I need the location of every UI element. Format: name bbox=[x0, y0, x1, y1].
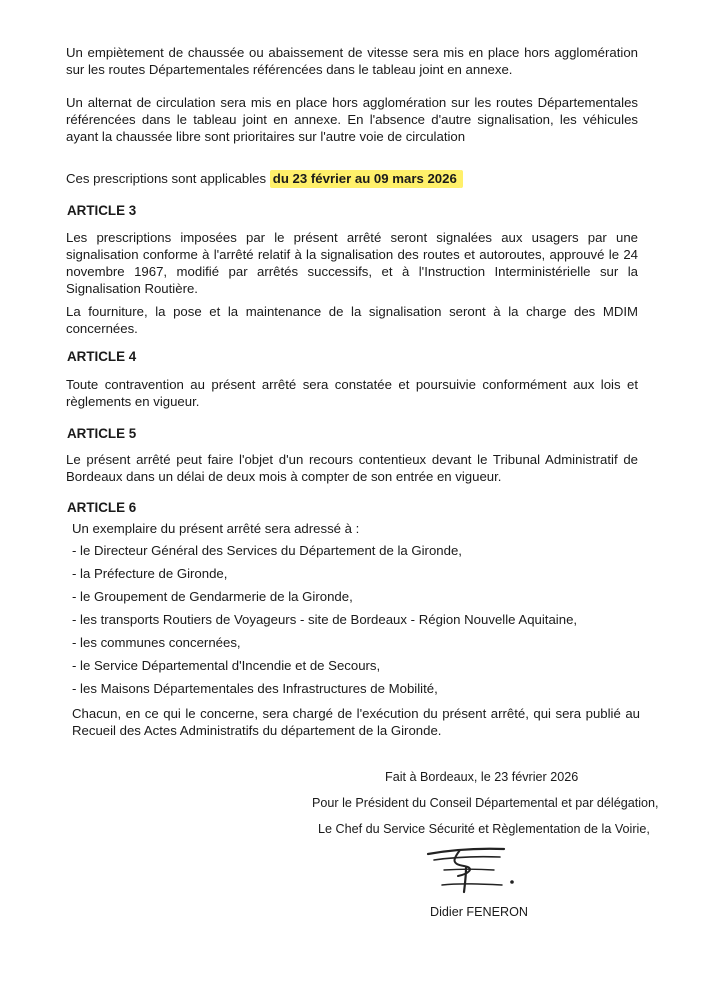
article-6-heading: ARTICLE 6 bbox=[67, 500, 137, 515]
article-4-heading: ARTICLE 4 bbox=[67, 349, 137, 364]
delegation-line: Pour le Président du Conseil Départemental et par délégation, bbox=[312, 796, 659, 810]
service-chief-line: Le Chef du Service Sécurité et Règlementation de la Voirie, bbox=[318, 822, 650, 836]
applicable-dates-prefix: Ces prescriptions sont applicables bbox=[66, 171, 270, 186]
article-6-intro: Un exemplaire du présent arrêté sera adressé à : bbox=[72, 521, 360, 536]
article-3-heading: ARTICLE 3 bbox=[67, 203, 137, 218]
paragraph-applicable-dates bbox=[66, 170, 638, 187]
recipient-item: - la Préfecture de Gironde, bbox=[72, 566, 228, 581]
recipients-list bbox=[72, 542, 577, 703]
recipient-item: - les communes concernées, bbox=[72, 635, 241, 650]
article-5-paragraph: Le présent arrêté peut faire l'objet d'un recours contentieux devant le Tribunal Administratif de Bordeaux dans un délai de deux mois à compter de son entrée en vigueur. bbox=[66, 452, 638, 484]
article-3-paragraph-2: La fourniture, la pose et la maintenance de la signalisation seront à la charge des MDIM concernées. bbox=[66, 304, 638, 336]
article-4-paragraph: Toute contravention au présent arrêté sera constatée et poursuivie conformément aux lois et règlements en vigueur. bbox=[66, 377, 638, 409]
recipient-item: - le Groupement de Gendarmerie de la Gironde, bbox=[72, 589, 353, 604]
article-3-paragraph-1: Les prescriptions imposées par le présent arrêté seront signalées aux usagers par une signalisation conforme à l'arrêté relatif à la signalisation des routes et autoroutes, approuvé le 24 novembre 1967, modifié par arrêtés successifs, et à l'Instruction Interministérielle sur la Signalisation Routière. bbox=[66, 230, 638, 296]
paragraph-alternating-traffic: Un alternat de circulation sera mis en place hors agglomération sur les routes Départementales référencées dans le tableau joint en annexe. En l'absence d'autre signalisation, les véhicules ayant la chaussée libre sont prioritaires sur l'autre voie de circulation bbox=[66, 95, 638, 144]
article-6-closing: Chacun, en ce qui le concerne, sera chargé de l'exécution du présent arrêté, qui sera publié au Recueil des Actes Administratifs du département de la Gironde. bbox=[72, 706, 640, 738]
recipient-item: - le Service Départemental d'Incendie et de Secours, bbox=[72, 658, 381, 673]
recipient-item: - les transports Routiers de Voyageurs - site de Bordeaux - Région Nouvelle Aquitaine, bbox=[72, 612, 578, 627]
highlighted-dates: du 23 février au 09 mars 2026 bbox=[270, 170, 461, 188]
article-5-heading: ARTICLE 5 bbox=[67, 426, 137, 441]
paragraph-lane-encroachment: Un empiètement de chaussée ou abaissement de vitesse sera mis en place hors agglomération sur les routes Départementales référencées dans le tableau joint en annexe. bbox=[66, 45, 638, 77]
recipient-item: - le Directeur Général des Services du Département de la Gironde, bbox=[72, 543, 462, 558]
handwritten-signature bbox=[420, 840, 530, 900]
place-and-date: Fait à Bordeaux, le 23 février 2026 bbox=[385, 770, 579, 784]
signatory-name: Didier FENERON bbox=[430, 905, 528, 919]
recipient-item: - les Maisons Départementales des Infrastructures de Mobilité, bbox=[72, 681, 438, 696]
